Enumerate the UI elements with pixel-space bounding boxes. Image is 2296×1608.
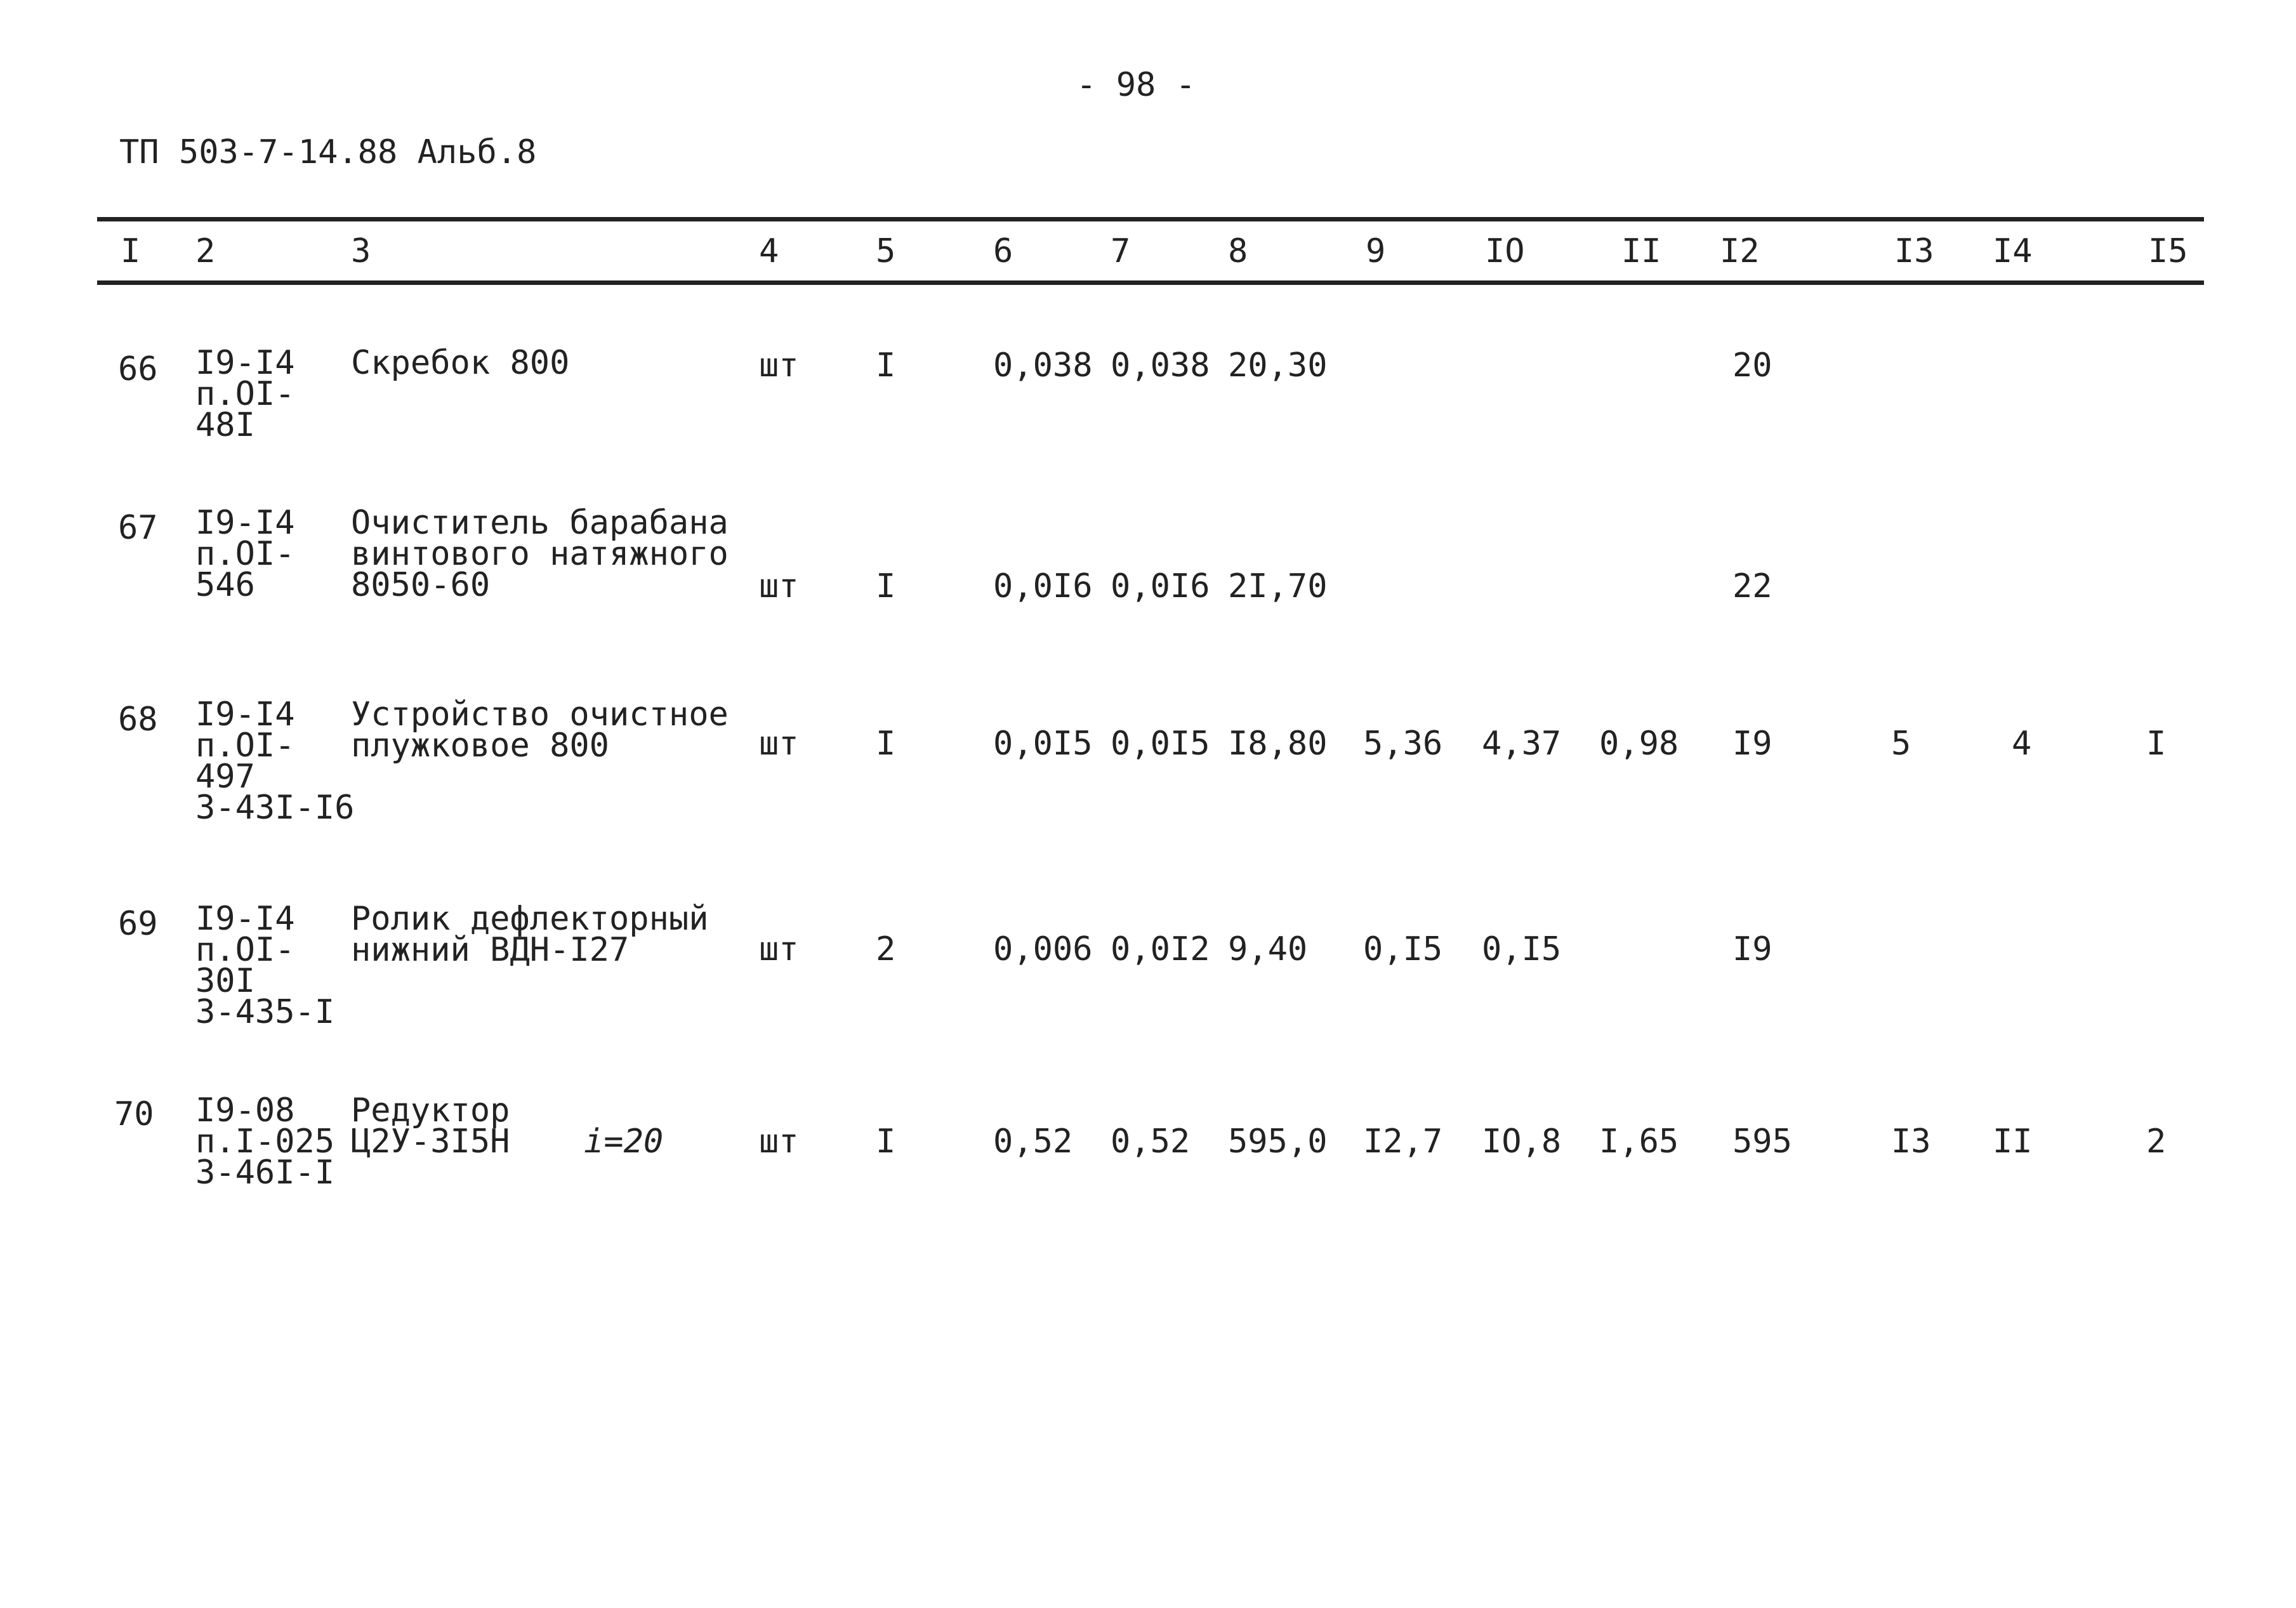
row-number: 66 [118, 350, 158, 388]
row-col6: 0,0I6 [993, 567, 1093, 605]
column-header: 2 [195, 232, 216, 270]
row-col8: I8,80 [1228, 725, 1328, 763]
column-header: II [1621, 232, 1661, 270]
row-col9: 5,36 [1363, 725, 1443, 763]
row-unit: шт [759, 567, 799, 605]
table-bottom-rule [97, 280, 2204, 285]
row-col12: 20 [1732, 346, 1772, 385]
column-header: 7 [1111, 232, 1131, 270]
row-col11: I,65 [1599, 1123, 1679, 1161]
row-qty: I [876, 1123, 896, 1161]
row-col13: I3 [1891, 1123, 1931, 1161]
row-code: I9-08 п.I-025 3-46I-I [195, 1091, 335, 1192]
row-number: 67 [118, 509, 158, 547]
row-qty: I [876, 725, 896, 763]
column-header: 5 [876, 232, 896, 270]
page-number: - 98 - [1076, 66, 1196, 104]
row-qty: I [876, 346, 896, 385]
row-col9: I2,7 [1363, 1123, 1443, 1161]
row-col9: 0,I5 [1363, 930, 1443, 968]
column-header: 3 [351, 232, 371, 270]
row-code: I9-I4 п.OI- 48I [195, 344, 295, 444]
row-name: Ролик дефлекторный нижний ВДН-I27 [351, 900, 709, 969]
row-col8: 20,30 [1228, 346, 1328, 385]
column-header: I [121, 232, 141, 270]
column-header: I3 [1894, 232, 1934, 270]
row-unit: шт [759, 930, 799, 968]
row-col14: II [1993, 1123, 2033, 1161]
row-col7: 0,0I6 [1111, 567, 1210, 605]
row-col12: 595 [1732, 1123, 1792, 1161]
row-code: I9-I4 п.OI- 30I 3-435-I [195, 900, 335, 1031]
row-number: 68 [118, 701, 158, 739]
column-header: 6 [993, 232, 1013, 270]
document-code: ТП 503-7-14.88 Альб.8 [119, 133, 537, 171]
row-col6: 0,0I5 [993, 725, 1093, 763]
row-col7: 0,0I2 [1111, 930, 1210, 968]
row-col12: I9 [1732, 930, 1772, 968]
row-col14: 4 [2012, 725, 2032, 763]
row-unit: шт [759, 725, 799, 763]
row-col15: I [2146, 725, 2167, 763]
row-col13: 5 [1891, 725, 1911, 763]
table-top-rule [97, 217, 2204, 221]
row-ratio: i=20 [584, 1123, 664, 1161]
row-col10: IO,8 [1482, 1123, 1562, 1161]
row-col8: 2I,70 [1228, 567, 1328, 605]
row-name: Устройство очистное плужковое 800 [351, 695, 729, 765]
row-col15: 2 [2146, 1123, 2167, 1161]
column-header: I4 [1993, 232, 2033, 270]
row-qty: I [876, 567, 896, 605]
row-col10: 0,I5 [1482, 930, 1562, 968]
column-header: 8 [1228, 232, 1248, 270]
column-header: I5 [2148, 232, 2188, 270]
row-col6: 0,52 [993, 1123, 1073, 1161]
row-name: Редуктор Ц2У-3I5Н [351, 1091, 510, 1161]
column-header: 4 [759, 232, 779, 270]
row-name: Очиститель барабана винтового натяжного 8050-60 [351, 504, 729, 604]
column-header: 9 [1366, 232, 1386, 270]
row-col6: 0,038 [993, 346, 1093, 385]
row-col10: 4,37 [1482, 725, 1562, 763]
row-number: 70 [114, 1095, 154, 1133]
row-col7: 0,038 [1111, 346, 1210, 385]
row-col8: 9,40 [1228, 930, 1308, 968]
row-code: I9-I4 п.OI- 497 3-43I-I6 [195, 695, 355, 827]
row-qty: 2 [876, 930, 896, 968]
column-header: I2 [1720, 232, 1760, 270]
row-number: 69 [118, 905, 158, 943]
row-col7: 0,0I5 [1111, 725, 1210, 763]
row-col7: 0,52 [1111, 1123, 1191, 1161]
row-col12: 22 [1732, 567, 1772, 605]
row-col11: 0,98 [1599, 725, 1679, 763]
row-unit: шт [759, 346, 799, 385]
row-col6: 0,006 [993, 930, 1093, 968]
column-header: IO [1485, 232, 1525, 270]
row-unit: шт [759, 1123, 799, 1161]
row-col12: I9 [1732, 725, 1772, 763]
row-name: Скребок 800 [351, 344, 570, 382]
row-col8: 595,0 [1228, 1123, 1328, 1161]
row-code: I9-I4 п.OI- 546 [195, 504, 295, 604]
